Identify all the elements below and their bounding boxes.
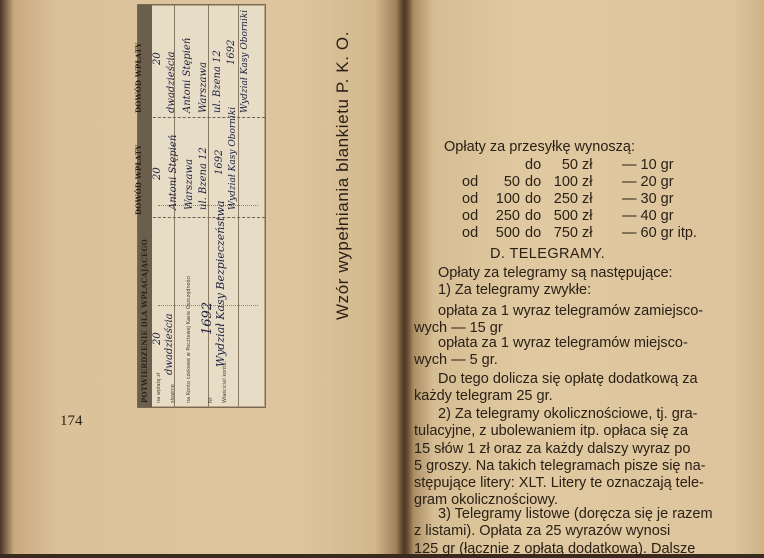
fees-row: do 50 zł — 10 gr	[525, 157, 674, 173]
form-short-amount: 20	[152, 167, 163, 180]
form-sender-line-3: ul. Bzena 12	[198, 147, 209, 210]
fees-row: od 250 do 500 zł — 40 gr	[462, 208, 674, 224]
paragraph: Opłaty za telegramy są następujące:	[438, 265, 673, 281]
paragraph: opłata za 1 wyraz telegramów zamiejsco- wych — 15 gr	[414, 303, 704, 337]
vertical-caption: Wzór wypełniania blankietu P. K. O.	[333, 30, 352, 320]
book-gutter	[396, 0, 414, 554]
form-holder-label: Właściciel konta:	[222, 360, 228, 403]
form-separator	[138, 217, 265, 218]
form-sender-line-2: Warszawa	[184, 158, 195, 210]
paragraph: opłata za 1 wyraz telegramów miejsco- wych — 5 gr.	[414, 335, 688, 369]
form-part3-title: DOWÓD WPŁATY	[134, 42, 143, 113]
fees-row: od 500 do 750 zł — 60 gr itp.	[462, 225, 697, 241]
form-sender-line-1: Antoni Stępień	[168, 134, 179, 210]
form-amount-value: 20	[152, 332, 163, 345]
fees-row: od 50 do 100 zł — 20 gr	[462, 174, 674, 190]
form-nr-label: Nr	[208, 397, 214, 403]
fees-row: od 100 do 250 zł — 30 gr	[462, 191, 674, 207]
form-amount-label: na wpłatę zł	[156, 372, 162, 403]
form-part3-nr: 1692	[226, 39, 237, 65]
form-part3-amount: 20	[152, 52, 163, 65]
pko-form-image	[134, 4, 266, 408]
form-holder-value: Wydział Kasy Bezpieczeństwa	[214, 200, 227, 367]
form-part2-title: DOWÓD WPŁATY	[134, 144, 143, 215]
form-part3-sender: Antoni Stępień	[182, 37, 193, 113]
page-number: 174	[60, 413, 83, 429]
form-short-nr: 1692	[214, 149, 225, 175]
paragraph: 3) Telegramy listowe (doręcza się je razem z listami). Opłata za 25 wyrazów wynosi 125 gr (łącznie z opłatą dodatkową). Dalsze	[414, 506, 713, 557]
fees-heading: Opłaty za przesyłkę wynoszą:	[444, 139, 635, 155]
paragraph: 2) Za telegramy okolicznościowe, tj. gra- tulacyjne, z ubolewaniem itp. opłaca się za 15 słów 1 zł oraz za każdy dalszy wyraz po 5 groszy. Na takich telegramach pisze się na- stępujące litery: XLT. Litery te oznaczają tele- gram okolicznościowy.	[414, 406, 706, 509]
form-part3-city: Warszawa	[198, 61, 209, 113]
form-part3-words: dwadzieścia	[166, 51, 177, 113]
form-part3-holder: Wydział Kasy Oborniki	[240, 9, 250, 113]
form-words-label: słownie	[170, 384, 176, 403]
form-separator	[138, 117, 265, 118]
form-short-holder: Wydział Kasy Oborniki	[228, 106, 238, 210]
form-nr-value: 1692	[200, 301, 215, 335]
form-part3-street: ul. Bzena 12	[212, 50, 223, 113]
section-title: D. TELEGRAMY.	[490, 246, 606, 262]
paragraph: Do tego dolicza się opłatę dodatkową za każdy telegram 25 gr.	[414, 371, 698, 405]
form-account-label: na Konto czekowe w Pocztowej Kasie Oszczędności	[186, 275, 192, 403]
form-words-value: dwadzieścia	[164, 313, 175, 375]
paragraph: 1) Za telegramy zwykłe:	[438, 282, 592, 298]
form-part1-title: POTWIERDZENIE DLA WPŁACAJĄCEGO	[140, 239, 149, 403]
